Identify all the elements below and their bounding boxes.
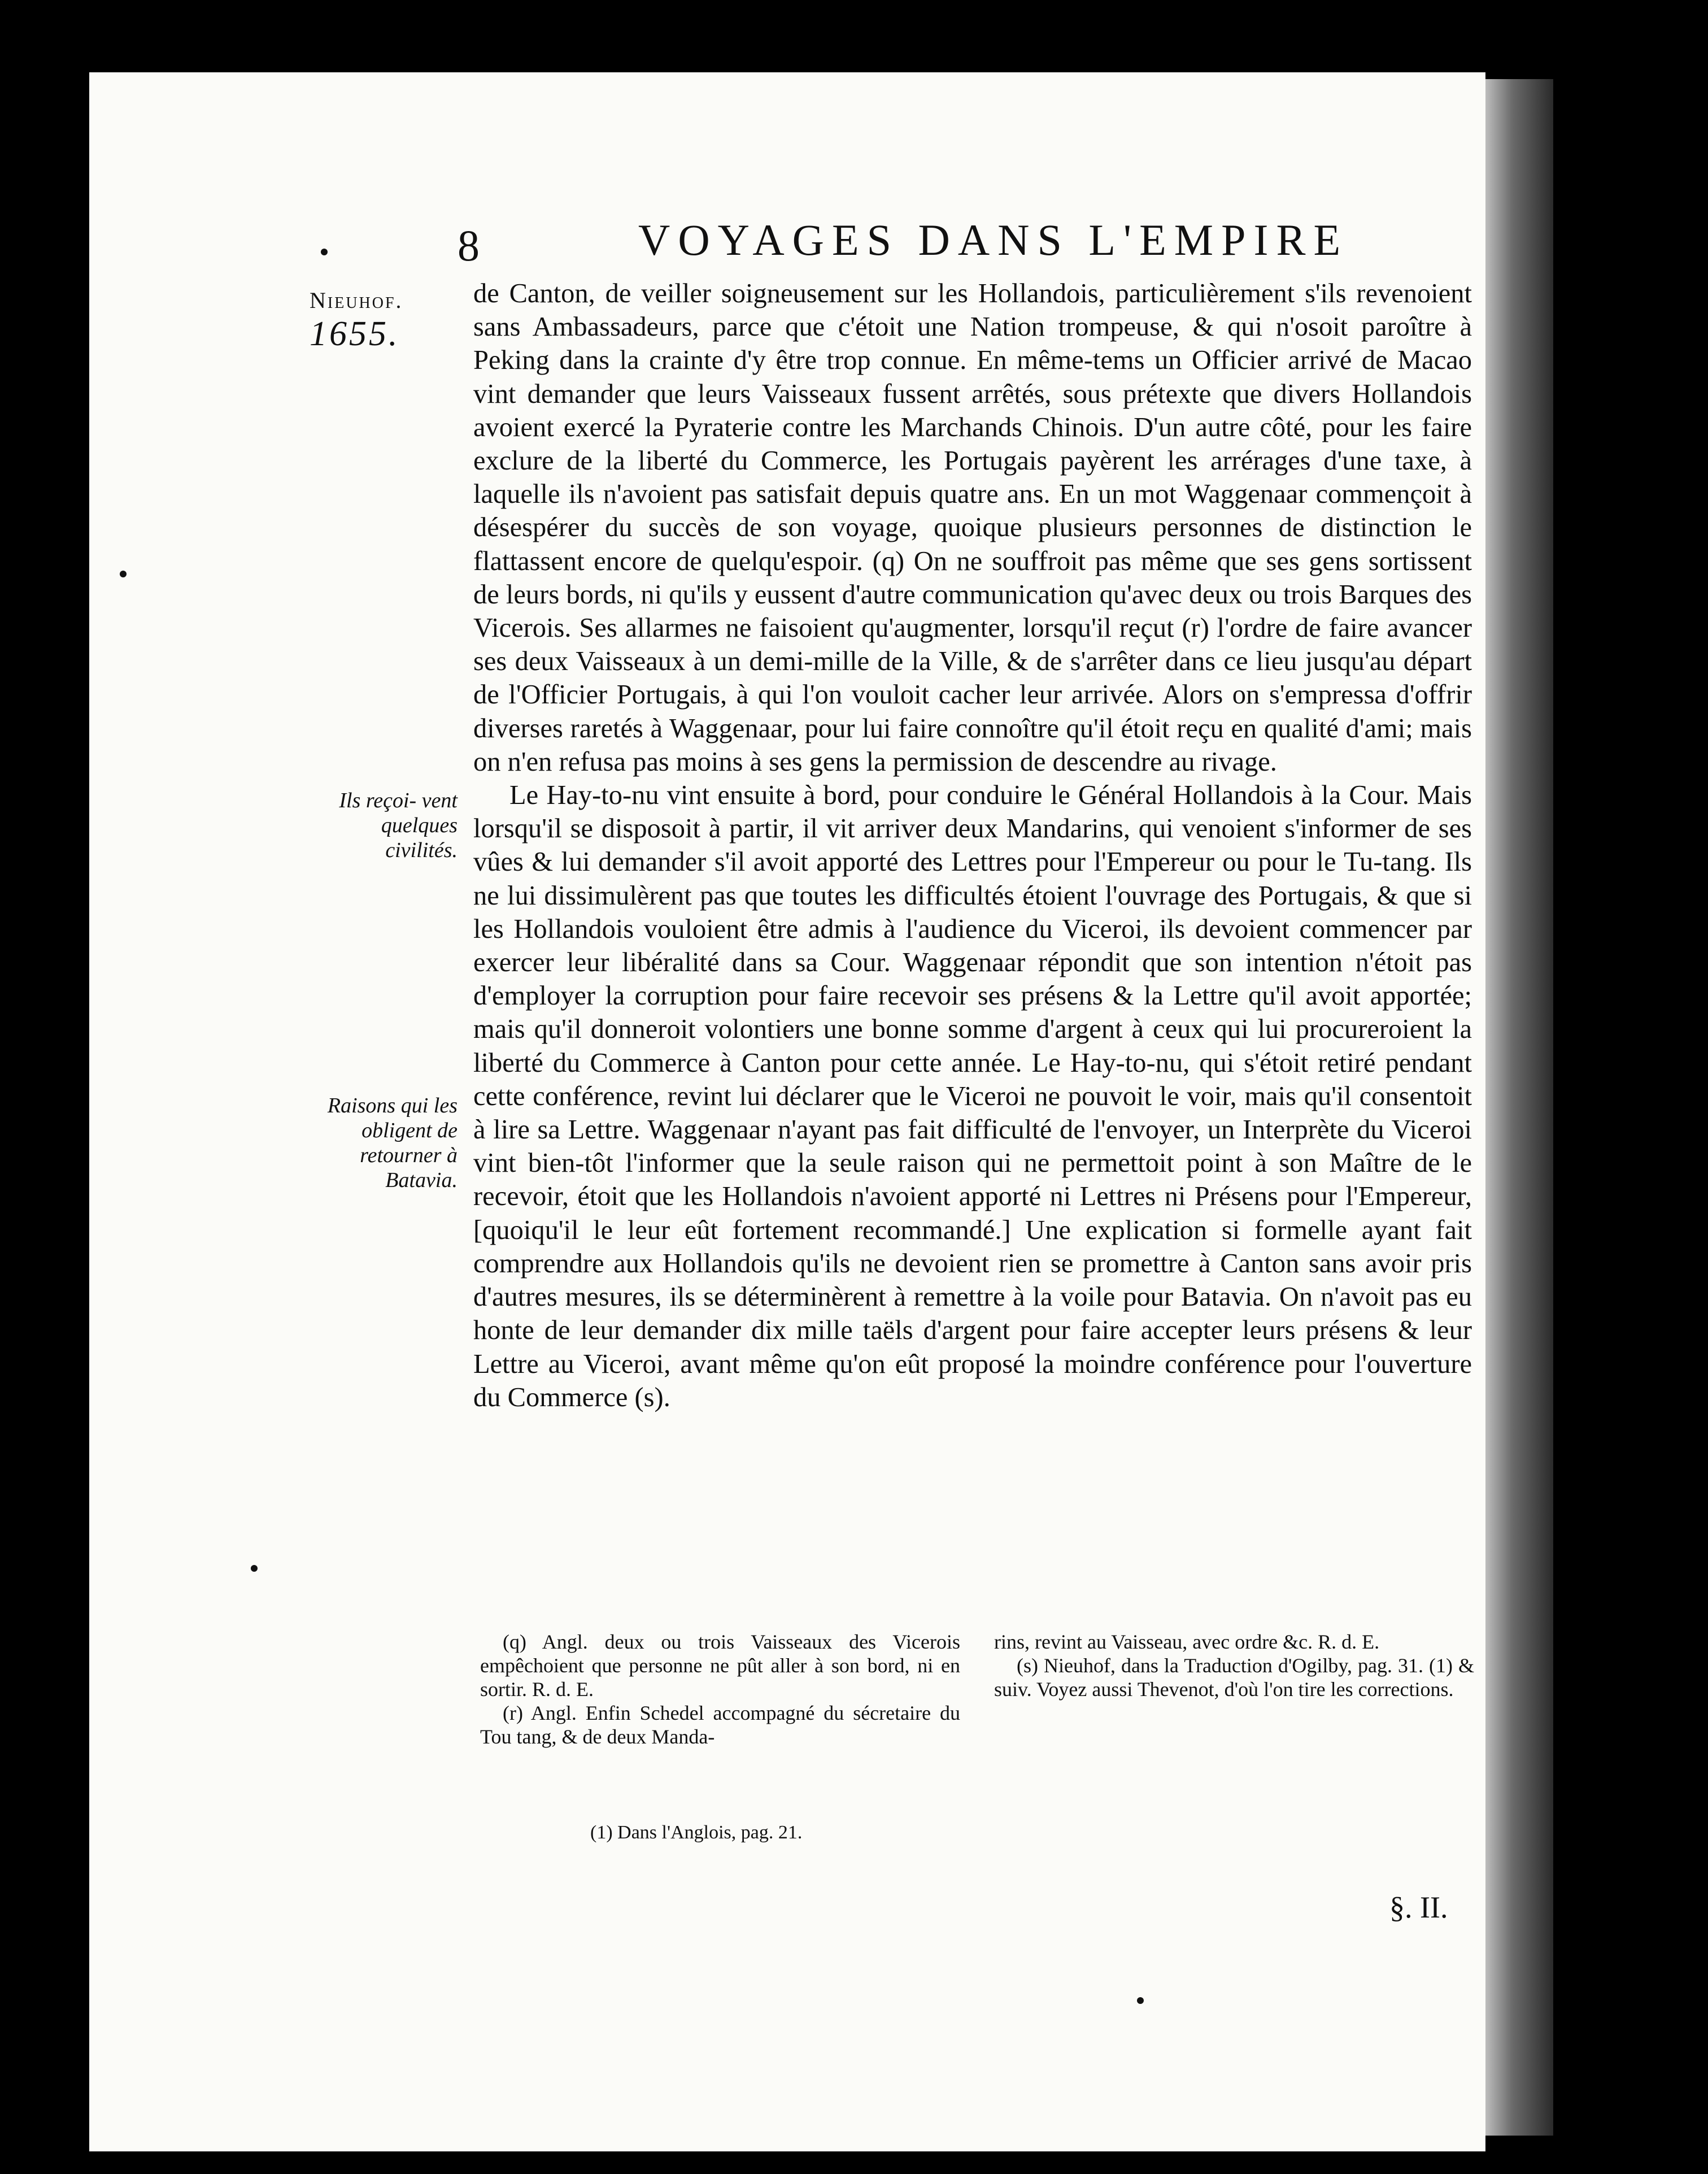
ink-speck [1137,1997,1144,2004]
ink-speck [120,571,127,577]
page-number: 8 [457,221,480,270]
footnotes-right-column [994,1630,1474,1749]
footnote-r: (r) Angl. Enfin Schedel accompagné du sécretaire du Tou tang, & de deux Manda- [480,1702,960,1748]
errata-note: (1) Dans l'Anglois, pag. 21. [590,1822,803,1843]
body-paragraph: de Canton, de veiller soigneusement sur les Hollandois, particulièrement s'ils revenoient sans Ambassadeurs, parce que c'étoit une Nation trompeuse, & qui n'osoit paroître à Peking dans la crainte d'y être trop connue. En même-tems un Officier arrivé de Macao vint demander que leurs Vaisseaux fussent arrêtés, sous prétexte que divers Hollandois avoient exercé la Pyraterie contre les Marchands Chinois. D'un autre côté, pour les faire exclure de la liberté du Commerce, les Portugais payèrent les arrérages d'une taxe, à laquelle ils n'avoient pas satisfait depuis quatre ans. En un mot Waggenaar commençoit à désespérer du succès de son voyage, quoique plusieurs personnes de distinction le flattassent encore de quelqu'espoir. (q) On ne souffroit pas même que ses gens sortissent de leurs bords, ni qu'ils y eussent d'autre communication qu'avec deux ou trois Barques des Vicerois. Ses allarmes ne faisoient qu'augmenter, lorsqu'il reçut (r) l'ordre de faire avancer ses deux Vaisseaux à un demi-mille de la Ville, & de s'arrêter dans ce lieu jusqu'au départ de l'Officier Portugais, à qui l'on vouloit cacher leur arrivée. Alors on s'empressa d'offrir diverses raretés à Waggenaar, pour lui faire connoître qu'il étoit reçu en qualité d'ami; mais on n'en refusa pas moins à ses gens la permission de descendre au rivage. [473,279,1472,777]
ink-speck [251,1565,258,1572]
running-title: VOYAGES DANS L'EMPIRE [638,215,1349,264]
margin-year: 1655. [310,315,400,353]
facing-page-edge [1485,79,1553,2136]
body-paragraph: Le Hay-to-nu vint ensuite à bord, pour conduire le Général Hollandois à la Cour. Mais lorsqu'il se disposoit à partir, il vit arriver deux Mandarins, qui venoient s'informer de ses vûes & lui demander s'il avoit apporté des Lettres pour l'Empereur ou pour le Tu-tang. Ils ne lui dissimulèrent pas que toutes les difficultés étoient l'ouvrage des Portugais, & que si les Hollandois vouloient être admis à l'audience du Viceroi, ils devoient commencer par exercer leur libéralité dans sa Cour. Waggenaar répondit que son intention n'étoit pas d'employer la corruption pour faire recevoir ses présens & la Lettre qu'il avoit apportée; mais qu'il donneroit volontiers une bonne somme d'argent à ceux qui lui procureroient la liberté du Commerce à Canton pour cette année. Le Hay-to-nu, qui s'étoit retiré pendant cette conférence, revint lui déclarer que le Viceroi ne pouvoit le voir, mais qu'il consentoit à lire sa Lettre. Waggenaar n'ayant pas fait difficulté de l'envoyer, un Interprète du Viceroi vint bien-tôt l'informer que la seule raison qui ne permettoit point à son Maître de le recevoir, étoit que les Hollandois n'avoient apporté ni Lettres ni Présens pour l'Empereur, [quoiqu'il le leur eût fortement recommandé.] Une explication si formelle ayant fait comprendre aux Hollandois qu'ils ne devoient rien se promettre à Canton sans avoir pris d'autres mesures, ils se déterminèrent à remettre à la voile pour Batavia. On n'avoit pas eu honte de leur demander dix mille taëls d'argent pour faire accepter leurs présens & leur Lettre au Viceroi, avant même qu'on eût proposé la moindre conférence pour l'ouverture du Commerce (s). [473,780,1472,1412]
margin-note-raisons: Raisons qui les obligent de retourner à Batavia. [327,1094,457,1192]
footnote-s: (s) Nieuhof, dans la Traduction d'Ogilby, pag. 31. (1) & suiv. Voyez aussi Thevenot, d'où l'on tire les corrections. [994,1654,1474,1701]
footnote-q: (q) Angl. deux ou trois Vaisseaux des Vicerois empêchoient que personne ne pût aller à son bord, ni en sortir. R. d. E. [480,1631,960,1701]
footnotes-left-column [480,1630,960,1749]
signature-mark: §. II. [1389,1890,1448,1924]
main-text [473,277,1472,1414]
footnotes [480,1630,1474,1749]
margin-note-civilites: Ils reçoi- vent quelques civilités. [339,789,457,862]
footnote-r-continued: rins, revint au Vaisseau, avec ordre &c. R. d. E. [994,1631,1380,1653]
ink-speck [321,249,328,255]
margin-author: Nieuhof. [310,288,403,313]
